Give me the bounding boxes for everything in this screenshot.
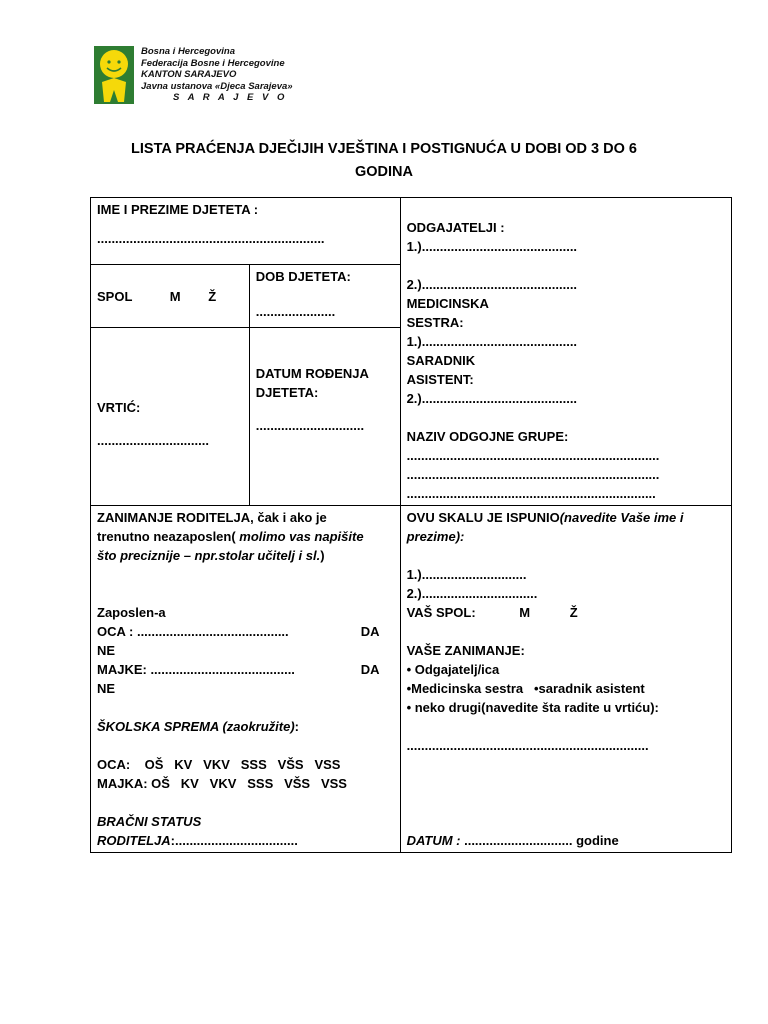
your-sex-option-f[interactable]: Ž <box>569 605 578 620</box>
filled-by-cell <box>400 506 731 853</box>
employed-label: Zaposlen-a <box>97 605 166 620</box>
date-suffix: godine <box>572 833 619 848</box>
assistant-label: SARADNIK <box>406 353 476 368</box>
occupation-option-nurse-assistant[interactable]: •Medicinska sestra •saradnik asistent <box>406 681 645 696</box>
org-line: Federacija Bosne i Hercegovine <box>141 57 285 69</box>
child-name-blank[interactable]: ............................................................... <box>97 231 325 246</box>
education-note: (zaokružite) <box>218 719 295 734</box>
org-line: Bosna i Hercegovina <box>141 46 235 57</box>
nurse-label-2: SESTRA: <box>406 315 464 330</box>
organization-header <box>141 46 293 104</box>
page-title <box>90 138 678 184</box>
occupation-note-2: trenutno neazaposlen( <box>97 529 240 544</box>
birthdate-cell[interactable] <box>249 328 400 506</box>
your-occupation-label: VAŠE ZANIMANJE: <box>406 643 525 658</box>
sex-cell[interactable] <box>91 265 250 328</box>
kindergarten-blank[interactable]: ............................... <box>97 433 209 448</box>
mother-yes-option[interactable]: DA <box>360 662 380 677</box>
mother-no-option[interactable]: NE <box>97 681 116 696</box>
date-label: DATUM : <box>406 833 461 848</box>
staff-cell <box>400 198 731 506</box>
sun-child-logo-icon <box>94 46 134 104</box>
education-label: ŠKOLSKA SPREMA <box>97 719 219 734</box>
age-cell[interactable] <box>249 265 400 328</box>
filled-by-label: OVU SKALU JE ISPUNIO <box>406 510 560 525</box>
marital-blank[interactable]: :.................................. <box>170 833 298 848</box>
filled-by-entry-2[interactable]: 2.)................................ <box>406 586 538 601</box>
group-label: NAZIV ODGOJNE GRUPE: <box>406 429 569 444</box>
mother-occupation-blank[interactable]: MAJKE: ........................................ <box>97 662 295 677</box>
child-info-form <box>90 197 732 853</box>
birthdate-label: DATUM ROĐENJA <box>255 366 369 381</box>
org-city: S A R A J E V O <box>173 92 288 103</box>
assistant-label-2: ASISTENT: <box>406 372 474 387</box>
group-blank-2[interactable]: ...................................................................... <box>406 467 660 482</box>
nurse-label: MEDICINSKA <box>406 296 489 311</box>
marital-label: BRAČNI STATUS <box>97 814 202 829</box>
parents-cell <box>91 506 401 853</box>
birthdate-blank[interactable]: .............................. <box>255 418 365 433</box>
filled-by-entry-1[interactable]: 1.)............................. <box>406 567 527 582</box>
occupation-note-italic-2: što preciznije – npr.stolar učitelj i sl. <box>97 548 321 563</box>
title-line-2: GODINA <box>355 164 413 180</box>
educator-1-blank[interactable]: 1.)........................................... <box>406 239 578 254</box>
child-name-label: IME I PREZIME DJETETA : <box>97 202 259 217</box>
educators-label: ODGAJATELJI : <box>406 220 505 235</box>
sex-label: SPOL <box>97 288 133 304</box>
other-occupation-blank[interactable]: ................................................................... <box>406 738 649 753</box>
child-name-cell[interactable] <box>91 198 401 265</box>
mother-education-options[interactable]: MAJKA: OŠ KV VKV SSS VŠS VSS <box>97 776 347 791</box>
sex-option-m[interactable]: M <box>169 288 181 304</box>
occupation-option-other[interactable]: • neko drugi(navedite šta radite u vrtiću): <box>406 700 659 715</box>
assistant-2-blank[interactable]: 2.)........................................... <box>406 391 578 406</box>
father-yes-option[interactable]: DA <box>360 624 380 639</box>
occupation-label: ZANIMANJE RODITELJA <box>97 510 251 525</box>
your-sex-option-m[interactable]: M <box>519 605 531 620</box>
group-blank-3[interactable]: ..................................................................... <box>406 486 656 501</box>
date-blank[interactable]: .............................. <box>460 833 573 848</box>
education-colon: : <box>294 719 300 734</box>
occupation-note-end: ) <box>320 548 325 563</box>
org-line: Javna ustanova «Djeca Sarajeva» <box>141 80 293 92</box>
filled-by-note-2: prezime): <box>406 529 465 544</box>
title-line-1: LISTA PRAĆENJA DJEČIJIH VJEŠTINA I POSTIGNUĆA U DOBI OD 3 DO 6 <box>131 141 637 157</box>
father-occupation-blank[interactable]: OCA : .......................................... <box>97 624 289 639</box>
occupation-note: , čak i ako je <box>250 510 327 525</box>
filled-by-note: (navedite Vaše ime i <box>559 510 684 525</box>
nurse-1-blank[interactable]: 1.)........................................... <box>406 334 578 349</box>
your-sex-label: VAŠ SPOL: <box>406 605 476 620</box>
occupation-note-italic: molimo vas napišite <box>239 529 364 544</box>
kindergarten-cell[interactable] <box>91 328 250 506</box>
father-no-option[interactable]: NE <box>97 643 116 658</box>
marital-label-2: RODITELJA <box>97 833 171 848</box>
org-line: KANTON SARAJEVO <box>141 69 237 80</box>
age-label: DOB DJETETA: <box>255 269 351 284</box>
occupation-option-educator[interactable]: • Odgajatelj/ica <box>406 662 500 677</box>
father-education-options[interactable]: OCA: OŠ KV VKV SSS VŠS VSS <box>97 757 341 772</box>
educator-2-blank[interactable]: 2.)........................................... <box>406 277 578 292</box>
birthdate-label-2: DJETETA: <box>255 385 319 400</box>
sex-option-f[interactable]: Ž <box>208 288 217 304</box>
group-blank-1[interactable]: ...................................................................... <box>406 448 660 463</box>
kindergarten-label: VRTIĆ: <box>97 400 141 415</box>
age-blank[interactable]: ...................... <box>255 304 336 319</box>
